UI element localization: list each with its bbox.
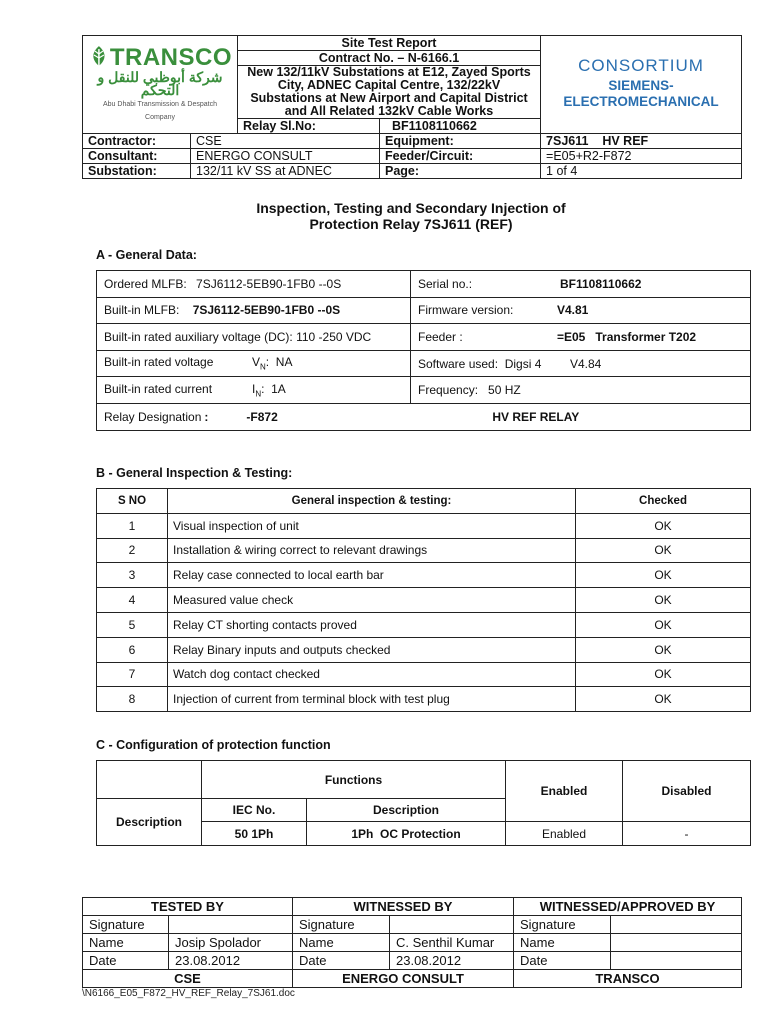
description-row-label: Description	[97, 799, 202, 846]
logo-wordmark: TRANSCO	[109, 43, 232, 71]
designation-colon: :	[204, 409, 209, 424]
software-label: Software used: Digsi 4	[418, 356, 542, 371]
org-cse: CSE	[83, 970, 293, 988]
org-transco: TRANSCO	[514, 970, 742, 988]
iec-no-header: IEC No.	[202, 799, 307, 822]
config-blank-cell	[97, 761, 202, 799]
row-inspection-item: Watch dog contact checked	[168, 662, 576, 687]
rated-voltage-cell	[97, 350, 411, 377]
col-header-checked: Checked	[576, 489, 751, 514]
consultant-label: Consultant:	[83, 149, 191, 164]
consortium-logo	[541, 36, 742, 134]
feeder-circuit-label: Feeder/Circuit:	[380, 149, 541, 164]
page-value: 1 of 4	[541, 164, 742, 179]
builtin-mlfb-label: Built-in MLFB:	[104, 303, 180, 318]
row-checked-status: OK	[576, 513, 751, 538]
row-checked-status: OK	[576, 563, 751, 588]
row-inspection-item: Relay CT shorting contacts proved	[168, 612, 576, 637]
feeder-value: =E05 Transformer T202	[557, 329, 697, 344]
consortium-label: CONSORTIUM	[578, 56, 704, 75]
row-sno: 5	[97, 612, 168, 637]
signature-table	[82, 897, 742, 988]
page-label: Page:	[380, 164, 541, 179]
equipment-value: 7SJ611 HV REF	[541, 134, 742, 149]
equipment-label: Equipment:	[380, 134, 541, 149]
witness-signature-field	[390, 916, 514, 934]
siemens-label: SIEMENS-	[608, 78, 674, 93]
frequency-cell: Frequency: 50 HZ	[411, 377, 751, 404]
report-title: Site Test Report	[238, 36, 541, 51]
feeder-label: Feeder :	[418, 329, 463, 344]
vn-subscript: N	[260, 362, 266, 372]
enabled-header: Enabled	[506, 761, 623, 822]
approver-date-label: Date	[514, 952, 611, 970]
rated-current-cell	[97, 377, 411, 404]
feeder-cell	[411, 324, 751, 351]
table-row	[97, 637, 751, 662]
approver-date-value	[611, 952, 742, 970]
relay-sl-value: BF1108110662	[380, 119, 541, 134]
row-inspection-item: Relay Binary inputs and outputs checked	[168, 637, 576, 662]
software-cell	[411, 350, 751, 377]
table-row	[97, 563, 751, 588]
tested-name-label: Name	[83, 934, 169, 952]
approver-name-label: Name	[514, 934, 611, 952]
section-a-title: A - General Data:	[96, 248, 197, 262]
tested-signature-field	[169, 916, 293, 934]
tested-date-value: 23.08.2012	[169, 952, 293, 970]
witness-name-label: Name	[293, 934, 390, 952]
section-b-title: B - General Inspection & Testing:	[96, 466, 293, 480]
table-row	[97, 612, 751, 637]
row-sno: 6	[97, 637, 168, 662]
section-c-title: C - Configuration of protection function	[96, 738, 331, 752]
table-row	[97, 513, 751, 538]
substation-value: 132/11 kV SS at ADNEC	[191, 164, 380, 179]
tested-date-label: Date	[83, 952, 169, 970]
row-inspection-item: Installation & wiring correct to relevant drawings	[168, 538, 576, 563]
rated-current-label: Built-in rated current	[104, 381, 213, 396]
builtin-mlfb-cell	[97, 297, 411, 324]
row-checked-status: OK	[576, 637, 751, 662]
logo-subtitle: Abu Dhabi Transmission & Despatch Company	[103, 101, 217, 121]
col-header-sno: S NO	[97, 489, 168, 514]
ordered-mlfb-cell	[97, 271, 411, 298]
in-subscript: N	[255, 389, 262, 399]
row-checked-status: OK	[576, 588, 751, 613]
tested-signature-label: Signature	[83, 916, 169, 934]
row-inspection-item: Injection of current from terminal block with test plug	[168, 687, 576, 712]
firmware-cell	[411, 297, 751, 324]
witnessed-by-header: WITNESSED BY	[293, 898, 514, 916]
approved-by-header: WITNESSED/APPROVED BY	[514, 898, 742, 916]
table-row	[97, 588, 751, 613]
in-symbol: I	[252, 381, 256, 396]
table-row	[97, 687, 751, 712]
project-scope: New 132/11kV Substations at E12, Zayed Sports City, ADNEC Capital Centre, 132/22kV Substations at New Airport and Capital District and All Related 132kV Cable Works	[238, 66, 541, 119]
firmware-label: Firmware version:	[418, 303, 514, 318]
vn-symbol: V	[252, 355, 261, 370]
row-checked-status: OK	[576, 612, 751, 637]
serial-value: BF1108110662	[560, 276, 642, 291]
tested-name-value: Josip Spolador	[169, 934, 293, 952]
designation-value: -F872	[246, 409, 278, 424]
aux-voltage-cell: Built-in rated auxiliary voltage (DC): 110 -250 VDC	[97, 324, 411, 351]
document-title	[96, 200, 726, 232]
serial-cell	[411, 271, 751, 298]
row-inspection-item: Measured value check	[168, 588, 576, 613]
disabled-header: Disabled	[623, 761, 751, 822]
row-inspection-item: Relay case connected to local earth bar	[168, 563, 576, 588]
col-header-inspection: General inspection & testing:	[168, 489, 576, 514]
row-inspection-item: Visual inspection of unit	[168, 513, 576, 538]
row-sno: 2	[97, 538, 168, 563]
description-value: 1Ph OC Protection	[307, 822, 506, 846]
inspection-header-row	[97, 489, 751, 514]
vn-value: : NA	[265, 355, 293, 370]
in-value: : 1A	[261, 381, 286, 396]
approver-name-value	[611, 934, 742, 952]
substation-label: Substation:	[83, 164, 191, 179]
contractor-value: CSE	[191, 134, 380, 149]
org-energo-consult: ENERGO CONSULT	[293, 970, 514, 988]
witness-date-value: 23.08.2012	[390, 952, 514, 970]
iec-no-value: 50 1Ph	[202, 822, 307, 846]
relay-sl-label: Relay Sl.No:	[238, 119, 380, 134]
designation-description: HV REF RELAY	[492, 409, 580, 424]
tested-by-header: TESTED BY	[83, 898, 293, 916]
functions-header: Functions	[202, 761, 506, 799]
rated-voltage-label: Built-in rated voltage	[104, 355, 214, 370]
table-row	[97, 538, 751, 563]
row-checked-status: OK	[576, 538, 751, 563]
contractor-label: Contractor:	[83, 134, 191, 149]
firmware-value: V4.81	[557, 303, 589, 318]
consultant-value: ENERGO CONSULT	[191, 149, 380, 164]
row-sno: 7	[97, 662, 168, 687]
witness-date-label: Date	[293, 952, 390, 970]
description-header: Description	[307, 799, 506, 822]
row-checked-status: OK	[576, 687, 751, 712]
contract-number: Contract No. – N-6166.1	[238, 51, 541, 66]
approver-signature-label: Signature	[514, 916, 611, 934]
designation-label: Relay Designation	[104, 409, 202, 424]
electromechanical-label: ELECTROMECHANICAL	[563, 94, 719, 109]
row-sno: 4	[97, 588, 168, 613]
file-path-footer: \N6166_E05_F872_HV_REF_Relay_7SJ61.doc	[82, 988, 295, 999]
approver-signature-field	[611, 916, 742, 934]
configuration-table	[96, 760, 751, 846]
row-sno: 1	[97, 513, 168, 538]
software-value: V4.84	[570, 356, 602, 371]
builtin-mlfb-value: 7SJ6112-5EB90-1FB0 --0S	[192, 303, 341, 318]
general-data-table	[96, 270, 751, 431]
document-title-line2: Protection Relay 7SJ611 (REF)	[309, 216, 513, 232]
enabled-value: Enabled	[506, 822, 623, 846]
serial-label: Serial no.:	[418, 276, 473, 291]
transco-logo	[83, 36, 238, 134]
relay-designation-cell	[97, 403, 751, 430]
document-title-line1: Inspection, Testing and Secondary Injection of	[256, 200, 566, 216]
ordered-mlfb-label: Ordered MLFB:	[104, 276, 187, 291]
ordered-mlfb-value: 7SJ6112-5EB90-1FB0 --0S	[196, 276, 342, 291]
feeder-circuit-value: =E05+R2-F872	[541, 149, 742, 164]
transco-leaf-icon	[88, 45, 110, 69]
witness-signature-label: Signature	[293, 916, 390, 934]
report-header	[82, 35, 742, 179]
disabled-value: -	[623, 822, 751, 846]
logo-arabic-text: شركة أبوظبي للنقل و التحكم	[97, 69, 223, 98]
row-checked-status: OK	[576, 662, 751, 687]
inspection-table	[96, 488, 751, 712]
row-sno: 3	[97, 563, 168, 588]
table-row	[97, 662, 751, 687]
witness-name-value: C. Senthil Kumar	[390, 934, 514, 952]
row-sno: 8	[97, 687, 168, 712]
